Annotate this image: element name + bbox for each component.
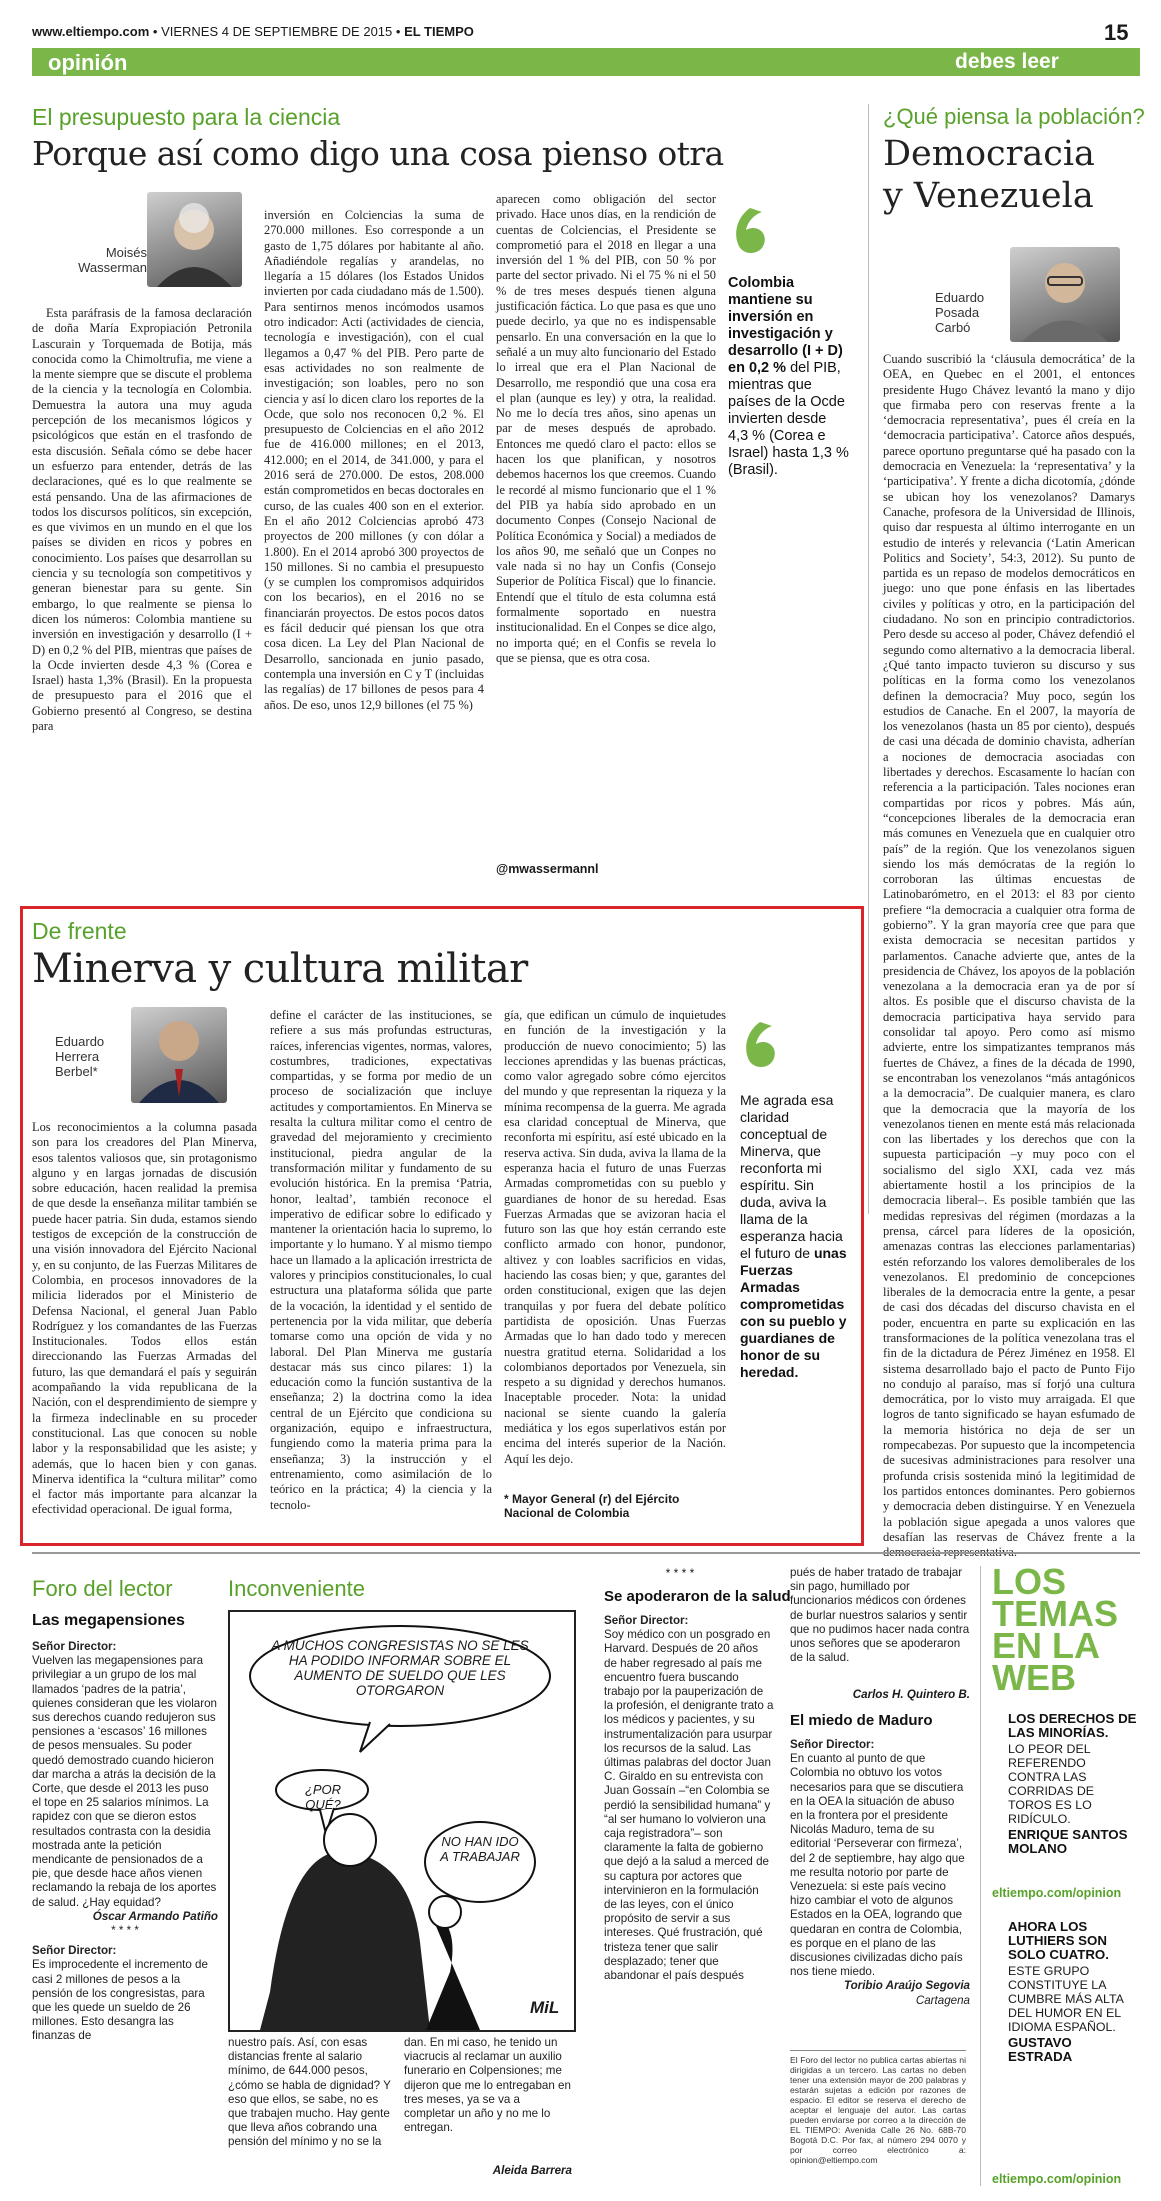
letters-right bbox=[790, 1738, 970, 2008]
quote-mark-icon bbox=[738, 1018, 782, 1074]
cartoon-letter-sign: Aleida Barrera bbox=[492, 2164, 572, 2177]
letter1-salutation: Señor Director: bbox=[32, 1640, 117, 1653]
web-title-line3: EN LA bbox=[992, 1625, 1100, 1666]
web-column-divider bbox=[980, 1566, 981, 2186]
cartoon-panel bbox=[228, 1610, 576, 2032]
author-portrait-icon bbox=[1010, 247, 1120, 342]
web-item2-author: GUSTAVO ESTRADA bbox=[1008, 2035, 1073, 2064]
web-title-line2: TEMAS bbox=[992, 1593, 1118, 1634]
letter1 bbox=[32, 1640, 218, 2044]
article3-title-line1: Democracia bbox=[883, 134, 1095, 174]
section-label: opinión bbox=[48, 50, 128, 75]
cartoon-bubble1: A MUCHOS CONGRESISTAS NO SE LES HA PODIDO INFORMAR SOBRE EL AUMENTO DE SUELDO QUE LES OTORGARON bbox=[271, 1638, 529, 1698]
article1-pullquote bbox=[728, 275, 850, 479]
article1-col3: aparecen como obligación del sector privado. Hace unos días, en la rendición de cuentas de Colciencias, el Presidente se comprometió para el 2018 en llegar a una inversión del 1 % del PIB, con 50 % por parte del sector privado. Ni el 75 % ni el 50 % de tres meses después tienen alguna justificación fáctica. Lo que pasa es que uno puede decirlo, ya que no es indispensable pensarlo. En una conversación en la que lo señalé a un muy alto funcionario del Estado lo irreal que era el Plan Nacional de Desarrollo, me respondió que una cosa era el plan (aunque es ley) y otra, la realidad. No me lo decía tres años, sino apenas un par de meses después de aprobado. Entonces me quedó claro el pacto: ellos se hacen los que planifican, y nosotros debemos hacernos los que creemos. Cuando le recordé al mismo funcionario que el 1 % del PIB ya había sido aprobado en un documento Conpes (Consejo Nacional de Política Económica y Social) a mediados de los años 90, me señaló que un Conpes no vale nada si no hay un Confis (Consejo Superior de Política Fiscal) que lo financie. Entendí que el título de esta columna está formalmente soportado en nuestra institucionalidad. En el Conpes se dice algo, no importa qué; en el Confis se revela lo que se piensa, que es otra cosa. bbox=[496, 192, 716, 665]
forum-title: Foro del lector bbox=[32, 1576, 173, 1601]
article1-title: Porque así como digo una cosa pienso otra bbox=[32, 134, 724, 173]
pullquote-rest: del PIB, mientras que países de la Ocde invierten desde 4,3 % (Corea e Israel) hasta 1,3 % (Brasil). bbox=[728, 360, 849, 478]
cartoon-letter-right: dan. En mi caso, he tenido un viacrucis al reclamar un auxilio funerario en Colpensiones; me dijeron que me lo entregaban en tres meses, ya se va a completar un año y no me lo entregan. bbox=[404, 2036, 571, 2135]
letters-mid-salutation: Señor Director: bbox=[604, 1614, 689, 1627]
column-divider bbox=[868, 104, 869, 1214]
web-link2[interactable]: eltiempo.com/opinion bbox=[992, 2172, 1122, 2186]
letters-right-sign: Toribio Araújo Segovia bbox=[843, 1979, 970, 1993]
letter1-sign: Óscar Armando Patiño bbox=[92, 1909, 218, 1923]
page-number: 15 bbox=[1104, 20, 1129, 45]
pullquote-bold: Colombia mantiene su inversión en investigación y desarrollo (I + D) en 0,2 % bbox=[728, 275, 843, 376]
letters-right-salutation: Señor Director: bbox=[790, 1738, 875, 1751]
letters-mid-stars: * * * * bbox=[665, 1566, 695, 1580]
web-item2-title[interactable]: AHORA LOS LUTHIERS SON SOLO CUATRO. bbox=[1008, 1919, 1109, 1962]
header-date: VIERNES 4 DE SEPTIEMBRE DE 2015 bbox=[161, 24, 393, 39]
author-portrait-icon bbox=[131, 1007, 227, 1103]
article3-kicker: ¿Qué piensa la población? bbox=[883, 104, 1145, 129]
article2-footnote: * Mayor General (r) del Ejército Nacional de Colombia bbox=[504, 1492, 680, 1520]
web-title-line1: LOS bbox=[992, 1561, 1067, 1602]
letters-right-body: En cuanto al punto de que Colombia no obtuvo los votos necesarios para que se discutiera en la OEA la situación de abuso en la frontera por el presidente Nicolás Maduro, tema de su editorial ‘Perseverar con firmeza’, del 2 de septiembre, hay algo que me resulta notorio por parte de Venezuela: si este país vecino hizo cambiar el voto de algunos Estados en la OEA, logrando que quedaran en contra de Colombia, es porque en el plano de las discusiones civilizadas dicho país nos tiene miedo. bbox=[790, 1752, 965, 1979]
web-item1[interactable] bbox=[1008, 1712, 1138, 1856]
article1-byline: Moisés Wasserman bbox=[78, 245, 147, 275]
letter1-stars: * * * * bbox=[111, 1924, 139, 1938]
web-item1-author: ENRIQUE SANTOS MOLANO bbox=[1008, 1827, 1128, 1856]
article2-col3: gía, que edifican un cúmulo de inquietudes en función de la investigación y la producción de nuevo conocimiento; 5) las lecciones aprendidas y las buenas prácticas, como valor agregado sobre cómo ejercitos del mundo y que representan la riqueza y la mínima recompensa de la guerra. Me agrada esa claridad conceptual de Minerva, que reconforta mi espíritu, así esté ubicado en la reserva activa. Sin duda, aviva la llama de la esperanza hacia el futuro de unas Fuerzas Armadas comprometidas con su pueblo y guardianes de honor de su heredad. Esas Fuerzas Armadas que se avizoran hacia el futuro son las que hoy están cerrando este conflicto armado con honor, pundonor, altivez y con loables sacrificios en vidas, haciendo las cosas bien; y que, garantes del orden constitucional, exigen que las dejen tranquilas y por fuera del debate político partidista de oposición. Unas Fuerzas Armadas que lo han dado todo y merecen nuestra gratitud eterna. Solidaridad a los colombianos deportados por Venezuela, sin respeto a su dignidad y derechos humanos. Inaceptable proceder. Nota: la unidad nacional se siente cuando la galería mediática y los egos superlativos están por encima del interés superior de la Nación. Aquí les dejo. bbox=[504, 1008, 726, 1466]
letters-right-city: Cartagena bbox=[915, 1993, 970, 2007]
cartoon-bubble3: NO HAN IDO A TRABAJAR bbox=[440, 1834, 520, 1864]
web-item1-title[interactable]: LOS DERECHOS DE LAS MINORÍAS. bbox=[1008, 1711, 1137, 1740]
article2-col1: Los reconocimientos a la columna pasada son para los creadores del Plan Minerva, esos talentos valiosos que, sin protagonismo alguno y en largas jornadas de discusión sobre educación, hacen realidad la premisa de que desde la enseñanza militar también se puede hacer patria. Sin duda, estamos siendo testigos de excepción de la construcción de una visión innovadora del Ejército Nacional y, en su conjunto, de las Fuerzas Militares de Colombia, en procesos innovadores de la milicia liderados por el Ministerio de Defensa Nacional, el general Juan Pablo Rodríguez y los comandantes de las Fuerzas Institucionales. Todos ellos están direccionando las Fuerzas Armadas del futuro, las que demandará el país y seguirán acompañando la vida republicana de la Nación, con el desprendimiento de siempre y la firmeza indeclinable en su proceder constitucional. Las que conocen su noble labor y la responsabilidad que les asiste; y además, que lo hacen bien y con ganas. Minerva identifica la “cultura militar” como el factor más importante para alcanzar la efectividad operacional. De igual forma, bbox=[32, 1120, 257, 1517]
cartoon-letter-left: nuestro país. Así, con esas distancias frente al salario mínimo, de 644.000 pesos, ¿cómo se habla de dignidad? Y eso que ellos, se sabe, no es que trabajen mucho. Hay gente que lleva años cobrando una pensión del mínimo y no se la bbox=[228, 2036, 391, 2149]
web-title-line4: WEB bbox=[992, 1657, 1076, 1698]
disclaimer-box bbox=[790, 2050, 966, 2165]
letter2-salutation: Señor Director: bbox=[32, 1944, 117, 1958]
bottom-separator bbox=[32, 1552, 1140, 1554]
article3-byline: Eduardo Posada Carbó bbox=[935, 290, 985, 335]
article1-author-photo bbox=[147, 192, 242, 287]
letters-mid-head: Se apoderaron de la salud bbox=[604, 1588, 791, 1605]
article1-col1: Esta paráfrasis de la famosa declaración de doña María Expropiación Petronila Lascurain y Torquemada de Botija, más conocida como la Chimoltrufia, me viene a la mente siempre que se discute el problema de la ciencia y la tecnología en Colombia. Demuestra la autora una muy aguda percepción de los mecanismos lógicos y psicológicos que están en el trasfondo de esta discusión. Señala cómo se debe hacer un esfuerzo para entender, detrás de las declaraciones, qué es lo que realmente se está pensando. Una de las afirmaciones de todos los discursos políticos, sin excepción, es que vivimos en un mundo en el que los países se dividen en ricos y pobres en conocimiento. Los países que desarrollan su ciencia y su tecnología son competitivos y generan bienestar para su gente. Sin embargo, lo que realmente se piensa lo dicen los números: Colombia mantiene su inversión en investigación y desarrollo (I + D) en 0,2 % del PIB, mientras que países de la Ocde invierten desde 4,3 % (Corea e Israel) hasta 1,3% (Brasil). En la propuesta de presupuesto para el 2016 que el Gobierno presentó al Congreso, se destina para bbox=[32, 306, 252, 734]
web-item1-desc: LO PEOR DEL REFERENDO CONTRA LAS CORRIDAS DE TOROS ES LO RIDÍCULO. bbox=[1008, 1742, 1095, 1826]
article2-col2: define el carácter de las instituciones, se refiere a sus más profundas estructuras, raíces, inferencias vigentes, normas, valores, costumbres, tradiciones, expectativas compartidas, y se forma por medio de un proceso de socialización que incluye actitudes y comportamientos. En Minerva se resalta la cultura militar como el centro de gravedad del mejoramiento y crecimiento institucional, piedra angular de la transformación militar y fundamento de su evolución histórica. En la premisa ‘Patria, honor, lealtad’, también reconoce el imperativo de edificar sobre lo edificado y mantener la orientación hacia lo supremo, lo importante y lo humano. Y al mismo tiempo hace un llamado a la aplicación irrestricta de valores y principios constitucionales, lo cual estructura una plataforma sólida que parte de la vocación, la identidad y el sentido de pertenencia por la vida militar, que debería tomarse como una opción de vida y no laboral. Del Plan Minerva me gustaría destacar más sus cinco pilares: 1) la educación como la función sustantiva de la enseñanza; 2) la doctrina como la idea central de un Ejército que condiciona su organización, equipo e infraestructura, fungiendo como la materia prima para la enseñanza; 3) la instrucción y el entrenamiento, como asimilación de lo teórico en la práctica; 4) la ciencia y la tecnolo- bbox=[270, 1008, 492, 1512]
page-header: www.eltiempo.com • VIERNES 4 DE SEPTIEMBRE DE 2015 • EL TIEMPO bbox=[32, 24, 474, 39]
cartoon-signature: MiL bbox=[530, 1998, 560, 2017]
disclaimer-text: El Foro del lector no publica cartas abiertas ni dirigidas a un tercero. Las cartas no deben tener una extensión mayor de 200 palabras y estarán sujetas a edición por razones de espacio. El editor se reserva el derecho de aceptar el lenguaje del autor. Las cartas pueden enviarse por correo a la dirección de EL TIEMPO: Avenida Calle 26 No. 68B-70 Bogotá D.C. Por fax, al número 294 0070 y por correo electrónico a: opinion@eltiempo.com bbox=[790, 2055, 966, 2165]
article3-author-photo bbox=[1010, 247, 1120, 342]
article2-pullquote bbox=[740, 1092, 848, 1381]
author-portrait-icon bbox=[147, 192, 242, 287]
web-link1[interactable]: eltiempo.com/opinion bbox=[992, 1886, 1122, 1900]
letters-mid-body: Soy médico con un posgrado en Harvard. Después de 20 años de haber regresado al país me encuentro fuera buscando trabajo por la pauperización de la profesión, el denigrante trato a los médicos y pacientes, y su instrumentalización para usurpar los recursos de la salud. Las últimas palabras del doctor Juan C. Giraldo en su entrevista con Juan Gossaín –“en Colombia se perdió la sensibilidad humana” y “al ser humano lo volvieron una caja registradora”– son claramente la falta de gobierno que dejó a la salud a merced de su captura por actores que intervinieron en la formulación de las leyes, con el único propósito de servir a sus intereses. Qué frustración, qué tristeza tener que salir desplazado; tener que abandonar el país después bbox=[604, 1628, 774, 1983]
web-item2-desc: ESTE GRUPO CONSTITUYE LA CUMBRE MÁS ALTA DEL HUMOR EN EL IDIOMA ESPAÑOL. bbox=[1008, 1964, 1124, 2034]
pullquote-plain: Me agrada esa claridad conceptual de Minerva, que reconforta mi espíritu. Sin duda, aviva la llama de la esperanza hacia el futuro de bbox=[740, 1092, 843, 1261]
article3-title-line2: y Venezuela bbox=[883, 176, 1094, 216]
cartoon-title: Inconveniente bbox=[228, 1576, 365, 1601]
article1-handle[interactable]: @mwassermannl bbox=[496, 862, 599, 876]
article1-col2: inversión en Colciencias la suma de 270.000 millones. Eso corresponde a un gasto de 1,75 dólares por habitante al año. Añadiéndole regalías y arandelas, no llegaría a 15 dólares (los Estados Unidos invierten por cada ciudadano más de 1.500). Para sentirnos menos incómodos usamos otro indicador: Acti (actividades de ciencia, tecnología e investigación), con el cual llegamos a 0,47 % del PIB. Pero parte de esas actividades no son realmente de investigación; son loables, pero no son ciencia y así lo dicen claro los reportes de la Ocde, que solo nos reconocen 0,2 %. El presupuesto de Colciencias en el año 2012 fue de 416.000 millones; en el 2013, 412.000; en el 2014, de 341.000, y para el 2016 será de 270.000. De estos, 208.000 están comprometidos en becas doctorales en curso, de las cuales 400 son en el exterior. En el año 2012 Colciencias aprobó 473 proyectos de 200 millones (y con dólar a 1.800). En el 2014 aprobó 300 proyectos de 150 millones. Si no cambia el presupuesto (y se cumplen los compromisos adquiridos con los becarios), en el 2016 no se financiarán proyectos. De estos pocos datos es fácil deducir qué piensan los que otra cosa dicen. La Ley del Plan Nacional de Desarrollo, sancionada en junio pasado, contempla una inversión en C y T (incluidas las regalías) de 17 billones de pesos para 4 años. De eso, unos 12,9 billones (el 75 %) bbox=[264, 208, 484, 712]
article1-kicker: El presupuesto para la ciencia bbox=[32, 104, 341, 130]
quote-mark-icon bbox=[728, 204, 772, 260]
paper-name: EL TIEMPO bbox=[404, 24, 474, 39]
article3-body: Cuando suscribió la ‘cláusula democrática’ de la OEA, en Quebec en el 2001, el entonces presidente Hugo Chávez levantó la mano y dijo que firmaba pero con reservas frente a la ‘democracia representativa’, pues él creía en la ‘democracia participativa’. Catorce años después, parece oportuno preguntarse qué ha pasado con la democracia en Venezuela: la ‘representativa’ y la ‘participativa’. Y frente a dicha dicotomía, ¿dónde se ubican hoy los venezolanos? Damarys Canache, profesora de la Universidad de Illinois, quiso dar respuesta al último interrogante en un estudio de interés y relevancia (‘Latin American Politics and Society’, 54:3, 2012). Su punto de partida es un repaso de modelos democráticos en juego: uno que pone énfasis en las libertades civiles y políticas y otro, en la participación del ciudadano. No son en principio contradictorios. Pero desde su acceso al poder, Chávez defendió el segundo como alternativo a la democracia liberal. ¿Qué tanto impacto tuvieron su discurso y sus políticas en la forma como los venezolanos definen la democracia? Muy poco, según los estudios de Canache. En el 2007, la mayoría de los venezolanos (hasta un 85 por ciento), después de casi una década de dominio chavista, adherían a nociones de democracia asociadas con libertades y derechos. Escasamente lo hacían con referencia a la participación. Tales nociones eran compartidas por ricos y pobres. Más aún, “concepciones liberales de la democracia eran más comunes en Venezuela que en cualquier otro país” de la región. Que los venezolanos siguen siendo los más demócratas de la región lo corroboran las últimas encuestas de Latinobarómetro, en el 2013: el 83 por ciento prefiere “la democracia a cualquier otra forma de gobierno”. Y la gran mayoría cree que para que exista democracia se necesitan partidos y parlamentos. Canache advierte que, antes de la presidencia de Chávez, los apoyos de la población venezolana a la democracia eran ya de por sí altos. Es posible que el discurso chavista de la democracia participativa haya servido para consolidar tal apoyo. Pero como así mismo advierte, entre los simpatizantes tempranos más fuertes de Chávez, a fines de la década de 1990, se encontraban los venezolanos “más antagónicos a la democracia”. De cualquier manera, es claro que la democracia que la mayoría de los venezolanos tienen en mente está más relacionada con las libertades y los derechos que con la supuesta participación –y muy poco con el socialismo del siglo XXI, cada vez más abiertamente hostil a los principios de la democracia liberal–. Es posible también que las medidas represivas del régimen (mordazas a la prensa, cárcel para líderes de la oposición, amenazas contras las elecciones parlamentarias) estén reforzando los valores demoliberales de los venezolanos. El predominio de concepciones liberales de la democracia entre la gente, a pesar de casi dos décadas del discurso chavista en el poder, encuentra en parte su explicación en las transformaciones de la política venezolana tras el fin de la dictadura de Pérez Jiménez en 1958. El sistema desarrollado bajo el pacto de Punto Fijo no condujo al paraíso, mas sí forjó una cultura democrática, por lo visto muy arraigada. El que logros de tanto significado se hayan esfumado de la memoria histórica no deja de ser un rompecabezas. Por supuesto que la incompetencia de sucesivas administraciones para resolver una profunda crisis sostenida minó la legitimidad de los partidos entonces dominantes. Pero gobiernos y democracia deben distinguirse. Y en Venezuela la población sigue apegada a unos valores que desafían las reservas de Chávez frente a la bbox=[883, 352, 1135, 1544]
article2-byline: Eduardo Herrera Berbel* bbox=[55, 1034, 105, 1079]
article2-author-photo bbox=[131, 1007, 227, 1103]
letter1-body: Vuelven las megapensiones para privilegiar a un grupo de los mal llamados ‘padres de la patria’, quienes consideran que les violaron sus derechos cuando redujeron sus pensiones a ‘escasos’ 16 millones de pesos mensuales. Su poder quedó demostrado cuando hicieron dar marcha a atrás la decisión de la Corte, que desde el 2013 les puso el tope en 25 salarios mínimos. La rapidez con que se dieron estos resultados contrasta con la desidia mostrada ante la petición mendicante de pensionados de a pie, que desde hace años vienen reclamando la rebaja de los aportes de salud. ¿Hay equidad? bbox=[32, 1654, 217, 1909]
cartoon-bubble2: ¿POR QUÉ? bbox=[304, 1782, 342, 1812]
pullquote-bold: unas Fuerzas Armadas comprometidas con su pueblo y guardianes de honor de su heredad. bbox=[740, 1245, 847, 1380]
must-read-label: debes leer bbox=[955, 50, 1059, 73]
web-item2[interactable] bbox=[1008, 1920, 1138, 2064]
letters-mid bbox=[604, 1614, 774, 1983]
letter2-body: Es improcedente el incremento de casi 2 millones de pesos a la pensión de los congresistas, para que les quede un sueldo de 26 millones. Esto desangra las finanzas de bbox=[32, 1958, 208, 2043]
site-url[interactable]: www.eltiempo.com bbox=[32, 24, 150, 39]
article2-kicker: De frente bbox=[32, 918, 127, 944]
article2-title: Minerva y cultura militar bbox=[32, 946, 528, 992]
web-title bbox=[992, 1561, 1118, 1698]
letters-right-top-sign: Carlos H. Quintero B. bbox=[852, 1688, 970, 1701]
letters-right-top: pués de haber tratado de trabajar sin pago, humillado por funcionarios médicos con órdenes de burlar nuestros salarios y sentir que no pudimos hacer nada contra unos señores que se apoderaron de la salud. bbox=[790, 1566, 970, 1665]
letters-right-head: El miedo de Maduro bbox=[790, 1712, 933, 1729]
letter1-head: Las megapensiones bbox=[32, 1612, 185, 1629]
